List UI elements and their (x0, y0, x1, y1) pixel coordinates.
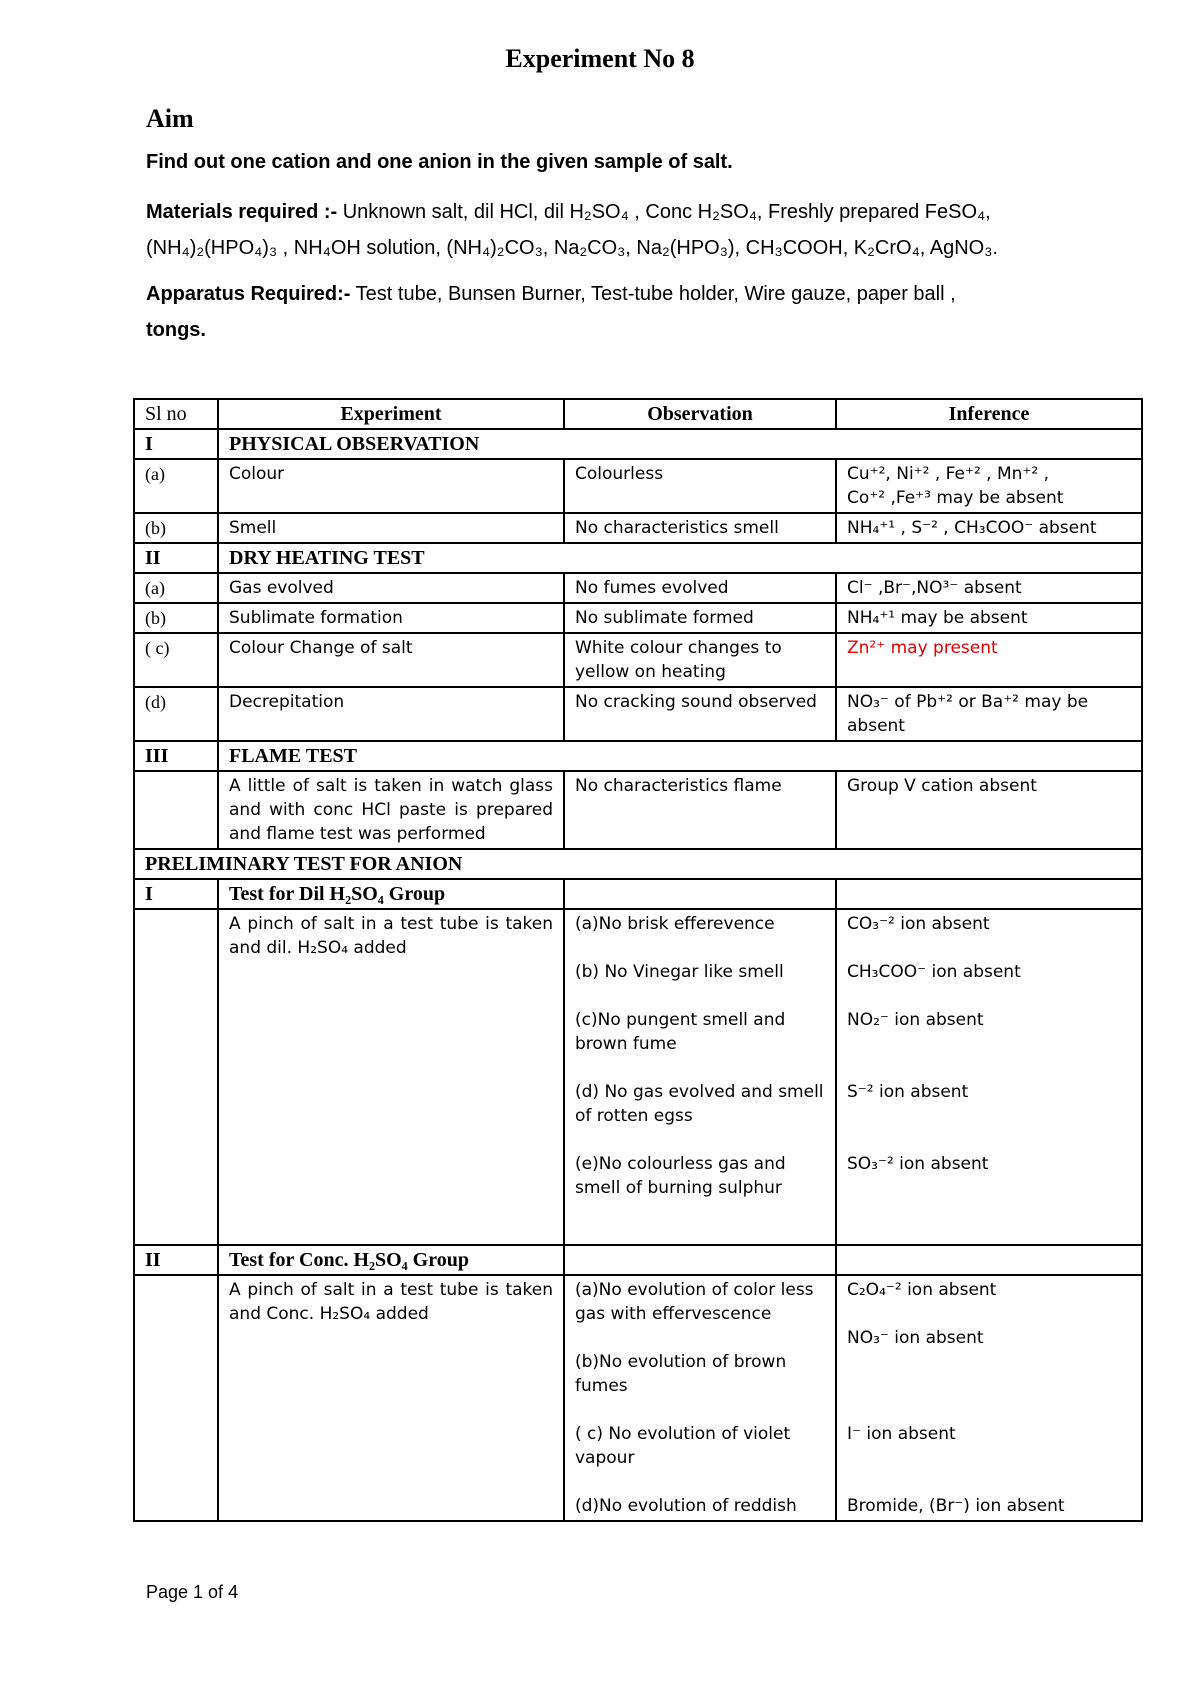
observation-item: (a)No brisk efferevence (575, 914, 775, 934)
apparatus-paragraph (146, 276, 956, 348)
row-observation: No characteristics flame (564, 771, 836, 849)
row-experiment: Smell (218, 513, 564, 543)
preliminary-title: PRELIMINARY TEST FOR ANION (134, 849, 1142, 879)
observation-item: (e)No colourless gas and smell of burning sulphur (575, 1154, 786, 1198)
section-number: I (134, 879, 218, 909)
row-observation: No cracking sound observed (564, 687, 836, 741)
section-number: II (134, 1245, 218, 1275)
observation-item: (a)No evolution of color less gas with effervescence (575, 1280, 814, 1324)
row-inference: Cl⁻ ,Br⁻,NO³⁻ absent (836, 573, 1142, 603)
inference-item: NO₂⁻ ion absent (847, 1010, 984, 1030)
materials-line-2: (NH₄)₂(HPO₄)₃ , NH₄OH solution, (NH₄)₂CO₃, Na₂CO₃, Na₂(HPO₃), CH₃COOH, K₂CrO₄, AgNO₃. (146, 237, 998, 259)
experiment-table (133, 398, 1143, 1522)
materials-label: Materials required :- (146, 201, 338, 223)
observation-item: ( c) No evolution of violet vapour (575, 1424, 791, 1468)
row-observation (564, 1275, 836, 1521)
section-title: PHYSICAL OBSERVATION (218, 429, 1142, 459)
inference-item: S⁻² ion absent (847, 1082, 969, 1102)
table-row (134, 687, 1142, 741)
section-row (134, 1245, 1142, 1275)
section-number: I (134, 429, 218, 459)
row-observation: No characteristics smell (564, 513, 836, 543)
empty-cell (836, 879, 1142, 909)
apparatus-line-2: tongs. (146, 319, 206, 341)
section-number: II (134, 543, 218, 573)
row-observation: Colourless (564, 459, 836, 513)
row-sl (134, 909, 218, 1245)
row-inference: NH₄⁺¹ may be absent (836, 603, 1142, 633)
section-title: FLAME TEST (218, 741, 1142, 771)
inference-item: SO₃⁻² ion absent (847, 1154, 989, 1174)
row-inference: Group V cation absent (836, 771, 1142, 849)
row-observation: No fumes evolved (564, 573, 836, 603)
section-title: Test for Dil H₂SO₄ Group (218, 879, 564, 909)
row-observation (564, 909, 836, 1245)
table-row (134, 771, 1142, 849)
row-sl: (a) (134, 573, 218, 603)
inference-item: I⁻ ion absent (847, 1424, 956, 1444)
row-inference (836, 459, 1142, 513)
observation-item: (d) No gas evolved and smell of rotten egss (575, 1082, 824, 1126)
inference-line: Co⁺² ,Fe⁺³ may be absent (847, 488, 1064, 508)
row-sl: ( c) (134, 633, 218, 687)
table-row (134, 573, 1142, 603)
row-sl: (b) (134, 603, 218, 633)
section-row (134, 879, 1142, 909)
table-row (134, 459, 1142, 513)
table-row (134, 603, 1142, 633)
apparatus-label: Apparatus Required:- (146, 283, 351, 305)
observation-item: (b) No Vinegar like smell (575, 962, 784, 982)
row-experiment: A pinch of salt in a test tube is taken and dil. H₂SO₄ added (218, 909, 564, 1245)
row-sl: (a) (134, 459, 218, 513)
row-sl (134, 771, 218, 849)
inference-item: CH₃COO⁻ ion absent (847, 962, 1021, 982)
inference-item: CO₃⁻² ion absent (847, 914, 990, 934)
row-sl: (d) (134, 687, 218, 741)
observation-item: (c)No pungent smell and brown fume (575, 1010, 786, 1054)
row-sl: (b) (134, 513, 218, 543)
materials-line-1: Unknown salt, dil HCl, dil H₂SO₄ , Conc H₂SO₄, Freshly prepared FeSO₄, (342, 201, 991, 223)
aim-heading: Aim (146, 104, 194, 133)
materials-paragraph (146, 194, 998, 266)
row-experiment: A pinch of salt in a test tube is taken and Conc. H₂SO₄ added (218, 1275, 564, 1521)
observation-item: (d)No evolution of reddish (575, 1496, 797, 1516)
section-row (134, 543, 1142, 573)
row-experiment: Gas evolved (218, 573, 564, 603)
inference-item: C₂O₄⁻² ion absent (847, 1280, 997, 1300)
row-inference: Zn²⁺ may present (836, 633, 1142, 687)
table-row (134, 633, 1142, 687)
page-title: Experiment No 8 (505, 44, 695, 73)
empty-cell (564, 1245, 836, 1275)
row-experiment: Decrepitation (218, 687, 564, 741)
header-observation: Observation (564, 399, 836, 429)
row-experiment: Colour Change of salt (218, 633, 564, 687)
observation-item: (b)No evolution of brown fumes (575, 1352, 787, 1396)
empty-cell (564, 879, 836, 909)
section-title: DRY HEATING TEST (218, 543, 1142, 573)
row-inference (836, 909, 1142, 1245)
inference-line: Cu⁺², Ni⁺² , Fe⁺² , Mn⁺² , (847, 464, 1050, 484)
header-slno: Sl no (134, 399, 218, 429)
section-row (134, 849, 1142, 879)
row-observation: White colour changes to yellow on heating (564, 633, 836, 687)
header-inference: Inference (836, 399, 1142, 429)
section-row (134, 741, 1142, 771)
row-inference (836, 1275, 1142, 1521)
row-inference: NH₄⁺¹ , S⁻² , CH₃COO⁻ absent (836, 513, 1142, 543)
empty-cell (836, 1245, 1142, 1275)
section-number: III (134, 741, 218, 771)
inference-item: Bromide, (Br⁻) ion absent (847, 1496, 1065, 1516)
row-sl (134, 1275, 218, 1521)
table-row (134, 1275, 1142, 1521)
section-title: Test for Conc. H₂SO₄ Group (218, 1245, 564, 1275)
row-inference: NO₃⁻ of Pb⁺² or Ba⁺² may be absent (836, 687, 1142, 741)
table-row (134, 909, 1142, 1245)
table-row (134, 513, 1142, 543)
section-row (134, 429, 1142, 459)
row-experiment: Sublimate formation (218, 603, 564, 633)
row-experiment: A little of salt is taken in watch glass and with conc HCl paste is prepared and flame test was performed (218, 771, 564, 849)
table-header-row (134, 399, 1142, 429)
apparatus-line-1: Test tube, Bunsen Burner, Test-tube holder, Wire gauze, paper ball , (355, 283, 956, 305)
row-observation: No sublimate formed (564, 603, 836, 633)
row-experiment: Colour (218, 459, 564, 513)
header-experiment: Experiment (218, 399, 564, 429)
page-footer: Page 1 of 4 (146, 1582, 239, 1602)
inference-item: NO₃⁻ ion absent (847, 1328, 984, 1348)
aim-text: Find out one cation and one anion in the given sample of salt. (146, 151, 733, 173)
